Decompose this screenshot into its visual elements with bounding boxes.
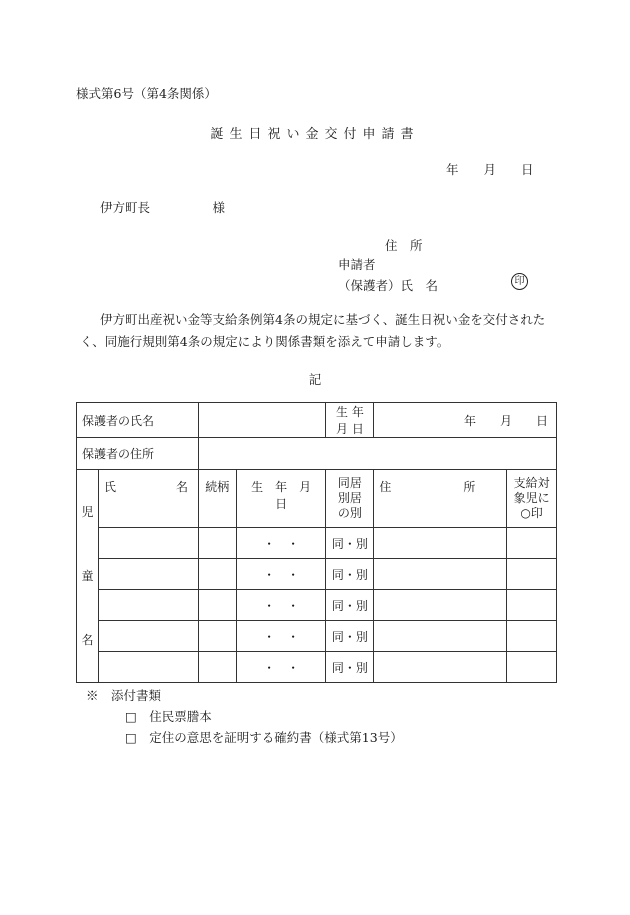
child-address-cell[interactable]: [374, 528, 507, 559]
child-address-cell[interactable]: [374, 590, 507, 621]
child-row: [77, 652, 557, 683]
guardian-name-label: （保護者）氏 名: [338, 278, 439, 293]
guardian-address-cell[interactable]: [198, 438, 556, 470]
guardian-name-row: [77, 403, 557, 438]
child-birth-cell[interactable]: ・ ・: [236, 559, 326, 590]
child-relation-cell[interactable]: [198, 621, 236, 652]
child-target-cell[interactable]: [507, 621, 557, 652]
address-label: 住 所: [385, 238, 423, 253]
guardian-name-cell[interactable]: [198, 403, 326, 438]
child-cohabit-cell[interactable]: 同・別: [326, 652, 374, 683]
child-cohabit-cell[interactable]: 同・別: [326, 621, 374, 652]
child-row: [77, 590, 557, 621]
child-row: [77, 528, 557, 559]
child-target-cell[interactable]: [507, 559, 557, 590]
child-cohabit-cell[interactable]: 同・別: [326, 559, 374, 590]
child-name-cell[interactable]: [98, 652, 198, 683]
header-relation: 続柄: [198, 470, 236, 528]
child-relation-cell[interactable]: [198, 528, 236, 559]
child-relation-cell[interactable]: [198, 590, 236, 621]
child-birth-cell[interactable]: ・ ・: [236, 621, 326, 652]
child-cohabit-cell[interactable]: 同・別: [326, 590, 374, 621]
child-address-cell[interactable]: [374, 621, 507, 652]
attachment-item: □ 定住の意思を証明する確約書（様式第13号）: [125, 730, 403, 745]
date-line: 年 月 日: [446, 162, 534, 177]
attachment-item: □ 住民票謄本: [125, 709, 212, 724]
child-target-cell[interactable]: [507, 528, 557, 559]
form-number: 様式第6号（第4条関係）: [76, 86, 217, 101]
birthdate-header: 生 年 月 日: [326, 403, 374, 438]
child-address-cell[interactable]: [374, 559, 507, 590]
child-row: [77, 559, 557, 590]
child-address-cell[interactable]: [374, 652, 507, 683]
child-name-cell[interactable]: [98, 590, 198, 621]
header-birth: 生 年 月 日: [236, 470, 326, 528]
applicant-label: 申請者: [338, 257, 376, 272]
application-statement: 伊方町出産祝い金等支給条例第4条の規定に基づく、誕生日祝い金を交付されたく、同施行規則第4条の規定により関係書類を添えて申請します。: [80, 312, 546, 349]
guardian-address-header: 保護者の住所: [77, 438, 199, 470]
header-target: 支給対象児に○印: [507, 470, 557, 528]
application-table: [76, 402, 557, 683]
birthdate-cell[interactable]: 年 月 日: [374, 403, 557, 438]
child-row: [77, 621, 557, 652]
guardian-name-header: 保護者の氏名: [77, 403, 199, 438]
child-name-cell[interactable]: [98, 559, 198, 590]
seal-mark: 印: [511, 273, 528, 290]
header-cohabit: 同居別居の別: [326, 470, 374, 528]
child-name-cell[interactable]: [98, 528, 198, 559]
child-birth-cell[interactable]: ・ ・: [236, 652, 326, 683]
attachments-heading: ※ 添付書類: [86, 688, 162, 703]
addressee: 伊方町長 様: [100, 200, 226, 215]
form-title: 誕生日祝い金交付申請書: [210, 127, 420, 142]
child-target-cell[interactable]: [507, 590, 557, 621]
child-name-cell[interactable]: [98, 621, 198, 652]
child-relation-cell[interactable]: [198, 652, 236, 683]
child-target-cell[interactable]: [507, 652, 557, 683]
child-birth-cell[interactable]: ・ ・: [236, 590, 326, 621]
child-cohabit-cell[interactable]: 同・別: [326, 528, 374, 559]
header-address: 住 所: [374, 470, 507, 528]
ki-heading: 記: [308, 372, 322, 387]
guardian-address-row: [77, 438, 557, 470]
child-birth-cell[interactable]: ・ ・: [236, 528, 326, 559]
header-name: 氏 名: [98, 470, 198, 528]
children-header-row: [77, 470, 557, 528]
child-relation-cell[interactable]: [198, 559, 236, 590]
child-name-label: 児童名: [77, 470, 99, 683]
